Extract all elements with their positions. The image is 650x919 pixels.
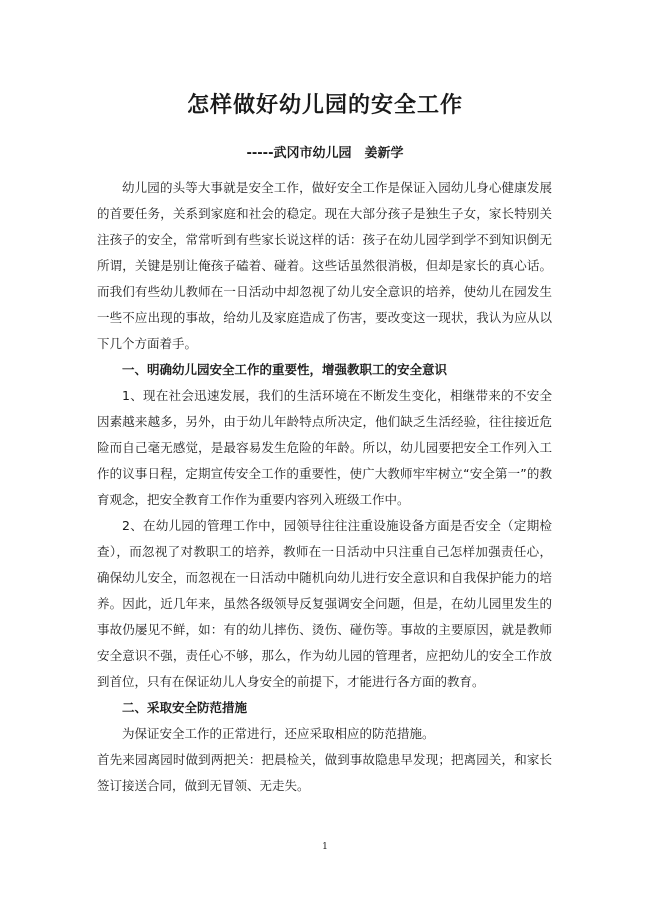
- section-heading-1: 一、明确幼儿园安全工作的重要性，增强教职工的安全意识: [122, 362, 448, 377]
- page-number: 1: [322, 842, 328, 852]
- document-title: 怎样做好幼儿园的安全工作: [186, 93, 463, 118]
- body-paragraph-point-1: 1、现在社会迅速发展，我们的生活环境在不断发生变化，相继带来的不安全因素越来越多，另外，由于幼儿年龄特点所决定，他们缺乏生活经验，往往接近危险而自己毫无感觉，是最容易发生危险的年龄。所以，幼儿园要把安全工作列入工作的议事日程，定期宣传安全工作的重要性，使广大教师牢牢树立“安全第一”的教育观念，把安全教育工作作为重要内容列入班级工作中。: [97, 388, 552, 507]
- body-paragraph-checkpoints: 首先来园离园时做到两把关：把晨检关，做到事故隐患早发现；把离园关，和家长签订接送合同，做到无冒领、无走失。: [97, 752, 552, 793]
- section-heading-2: 二、采取安全防范措施: [122, 700, 248, 715]
- body-paragraph-measures: 为保证安全工作的正常进行，还应采取相应的防范措施。: [122, 726, 435, 741]
- body-paragraph-point-2: 2、在幼儿园的管理工作中，园领导往往注重设施设备方面是否安全（定期检查），而忽视了对教职工的培养，教师在一日活动中只注重自己怎样加强责任心，确保幼儿安全，而忽视在一日活动中随机向幼儿进行安全意识和自我保护能力的培养。因此，近几年来，虽然各级领导反复强调安全问题，但是，在幼儿园里发生的事故仍屡见不鲜，如：有的幼儿摔伤、烫伤、碰伤等。事故的主要原因，就是教师安全意识不强，责任心不够，那么，作为幼儿园的管理者，应把幼儿的安全工作放到首位，只有在保证幼儿人身安全的前提下，才能进行各方面的教育。: [97, 518, 552, 689]
- author-line: -----武冈市幼儿园 姜新学: [246, 146, 404, 161]
- document-body: [97, 175, 552, 799]
- body-paragraph-intro: 幼儿园的头等大事就是安全工作，做好安全工作是保证入园幼儿身心健康发展的首要任务，关系到家庭和社会的稳定。现在大部分孩子是独生子女，家长特别关注孩子的安全，常常听到有些家长说这样的话：孩子在幼儿园学到学不到知识倒无所谓，关键是别让俺孩子磕着、碰着。这些话虽然很消极，但却是家长的真心话。而我们有些幼儿教师在一日活动中却忽视了幼儿安全意识的培养，使幼儿在园发生一些不应出现的事故，给幼儿及家庭造成了伤害，要改变这一现状，我认为应从以下几个方面着手。: [97, 180, 552, 351]
